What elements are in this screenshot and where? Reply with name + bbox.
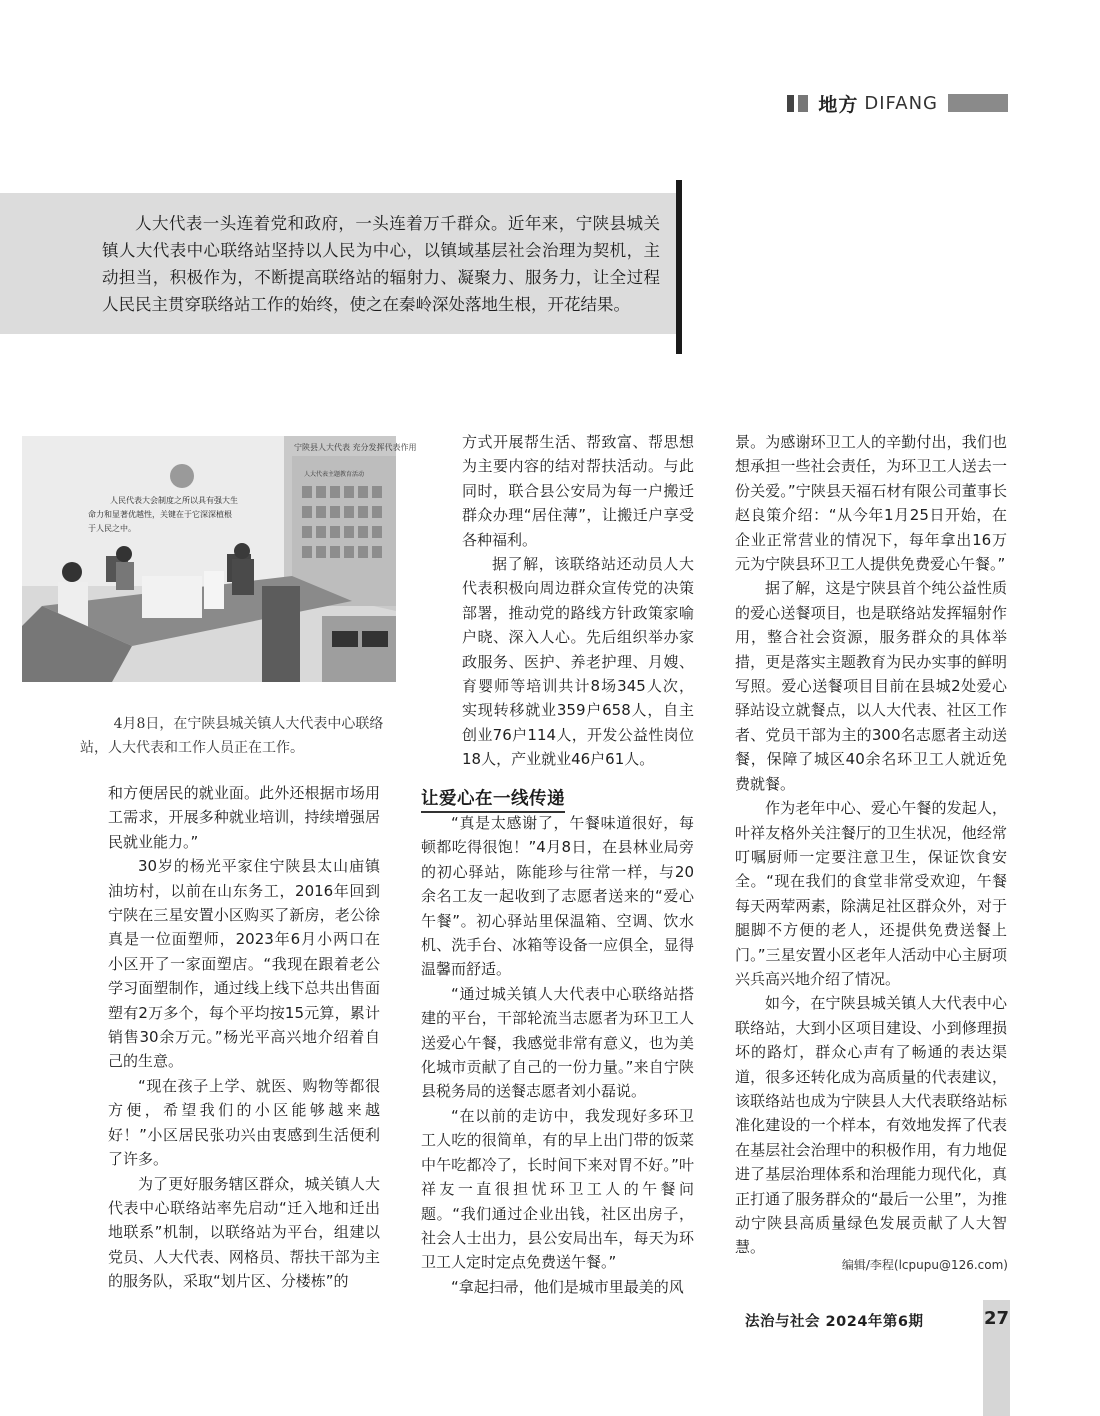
photo-banner-text: 宁陕县人大代表 充分发挥代表作用 — [294, 443, 417, 452]
header-bars-decoration — [787, 95, 808, 112]
photo-caption: 4月8日，在宁陕县城关镇人大代表中心联络站，人大代表和工作人员正在工作。 — [80, 716, 384, 756]
column-2-top — [462, 430, 694, 772]
col3-paragraph-2: 据了解，这是宁陕县首个纯公益性质的爱心送餐项目，也是联络站发挥辐射作用，整合社会资源，服务群众的具体举措，更是落实主题教育为民办实事的鲜明写照。爱心送餐项目目前在县城2处爱心驿站设立就餐点，以人大代表、社区工作者、党员干部为主的300名志愿者主动送餐，保障了城区40余名环卫工人就近免费就餐。 — [735, 579, 1007, 793]
section-title-en: DIFANG — [864, 92, 938, 114]
column-1 — [108, 781, 380, 1294]
col2-paragraph-5: “在以前的走访中，我发现好多环卫工人吃的很简单，有的早上出门带的饭菜中午吃都冷了，长时间下来对胃不好。”叶祥友一直很担忧环卫工人的午餐问题。“我们通过企业出钱，社区出房子，社会人士出力，县公安局出车，每天为环卫工人定时定点免费送午餐。” — [421, 1106, 694, 1272]
col2-paragraph-4: “通过城关镇人大代表中心联络站搭建的平台，干部轮流当志愿者为环卫工人送爱心午餐，我感觉非常有意义，也为美化城市贡献了自己的一份力量。”来自宁陕县税务局的送餐志愿者刘小磊说。 — [421, 984, 694, 1101]
magazine-issue: 法治与社会 2024年第6期 — [745, 1314, 924, 1330]
col3-paragraph-4: 如今，在宁陕县城关镇人大代表中心联络站，大到小区项目建设、小到修理损坏的路灯，群众心声有了畅通的表达渠道，很多还转化成为高质量的代表建议，该联络站也成为宁陕县人大代表联络站标准化建设的一个样本，有效地发挥了代表在基层社会治理中的积极作用，有力地促进了基层治理体系和治理能力现代化，真正打通了服务群众的“最后一公里”，为推动宁陕县高质量绿色发展贡献了人大智慧。 — [735, 994, 1007, 1257]
page-number: 27 — [983, 1308, 1010, 1329]
col3-paragraph-1: 景。为感谢环卫工人的辛勤付出，我们也想承担一些社会责任，为环卫工人送去一份关爱。”宁陕县天福石材有限公司董事长赵良策介绍：“从今年1月25日开始，在企业正常营业的情况下，每年拿出16万元为宁陕县环卫工人提供免费爱心午餐。” — [735, 433, 1007, 574]
subheading: 让爱心在一线传递 — [421, 785, 565, 813]
column-2-bottom — [421, 811, 694, 1299]
column-3 — [735, 430, 1007, 1260]
section-title-cn: 地方 — [818, 93, 859, 116]
photo-wall-text-1: 人民代表大会制度之所以具有强大生 — [110, 496, 238, 505]
col1-paragraph-4: 为了更好服务辖区群众，城关镇人大代表中心联络站率先启动“迁入地和迁出地联系”机制，以联络站为平台，组建以党员、人大代表、网格员、帮扶干部为主的服务队，采取“划片区、分楼栋”的 — [108, 1174, 380, 1291]
photo-wall-text-3: 于人民之中。 — [88, 524, 136, 533]
emblem-icon — [170, 464, 194, 488]
photo-board-title: 人大代表主题教育活动 — [304, 471, 365, 478]
section-header — [787, 92, 1008, 114]
col2-paragraph-3: “真是太感谢了，午餐味道很好，每顿都吃得很饱！”4月8日，在县林业局旁的初心驿站，陈能珍与往常一样，与20余名工友一起收到了志愿者送来的“爱心午餐”。初心驿站里保温箱、空调、饮水机、洗手台、冰箱等设备一应俱全，显得温馨而舒适。 — [421, 814, 694, 979]
editor-credit: 编辑/李程(lcpupu@126.com) — [841, 1258, 1008, 1272]
col1-paragraph-1: 和方便居民的就业面。此外还根据市场用工需求，开展多种就业培训，持续增强居民就业能力。” — [108, 784, 380, 851]
header-tail-bar — [948, 94, 1008, 112]
col1-paragraph-2: 30岁的杨光平家住宁陕县太山庙镇油坊村，以前在山东务工，2016年回到宁陕在三星安置小区购买了新房，老公徐真是一位面塑师，2023年6月小两口在小区开了一家面塑店。“我现在跟着老公学习面塑制作，通过线上线下总共出售面塑有2万多个，每个平均按15元算，累计销售30余万元。”杨光平高兴地介绍着自己的生意。 — [108, 857, 380, 1071]
col2-paragraph-6: “拿起扫帚，他们是城市里最美的风 — [451, 1277, 684, 1296]
col2-paragraph-1: 方式开展帮生活、帮致富、帮思想为主要内容的结对帮扶活动。与此同时，联合县公安局为每一户搬迁群众办理“居住薄”，让搬迁户享受各种福利。 — [462, 433, 694, 549]
col1-paragraph-3: “现在孩子上学、就医、购物等都很方便，希望我们的小区能够越来越好！”小区居民张功兴由衷感到生活便利了许多。 — [108, 1076, 380, 1169]
photo-wall-text-2: 命力和显著优越性，关键在于它深深植根 — [88, 510, 232, 519]
office-photo — [22, 436, 417, 682]
intro-paragraph: 人大代表一头连着党和政府，一头连着万千群众。近年来，宁陕县城关镇人大代表中心联络站坚持以人民为中心，以镇域基层社会治理为契机，主动担当，积极作为，不断提高联络站的辐射力、凝聚力、服务力，让全过程人民民主贯穿联络站工作的始终，使之在秦岭深处落地生根，开花结果。 — [102, 214, 660, 314]
intro-vertical-rule — [676, 180, 682, 354]
col3-paragraph-3: 作为老年中心、爱心午餐的发起人，叶祥友格外关注餐厅的卫生状况，他经常叮嘱厨师一定要注意卫生，保证饮食安全。“现在我们的食堂非常受欢迎，午餐每天两荤两素，除满足社区群众外，对于腿脚不方便的老人，还提供免费送餐上门。”三星安置小区老年人活动中心主厨项兴兵高兴地介绍了情况。 — [735, 799, 1007, 988]
col2-paragraph-2: 据了解，该联络站还动员人大代表积极向周边群众宣传党的决策部署，推动党的路线方针政策家喻户晓、深入人心。先后组织举办家政服务、医护、养老护理、月嫂、育婴师等培训共计8场345人次，实现转移就业359户658人，自主创业76户114人，开发公益性岗位18人，产业就业46户61人。 — [462, 555, 694, 769]
